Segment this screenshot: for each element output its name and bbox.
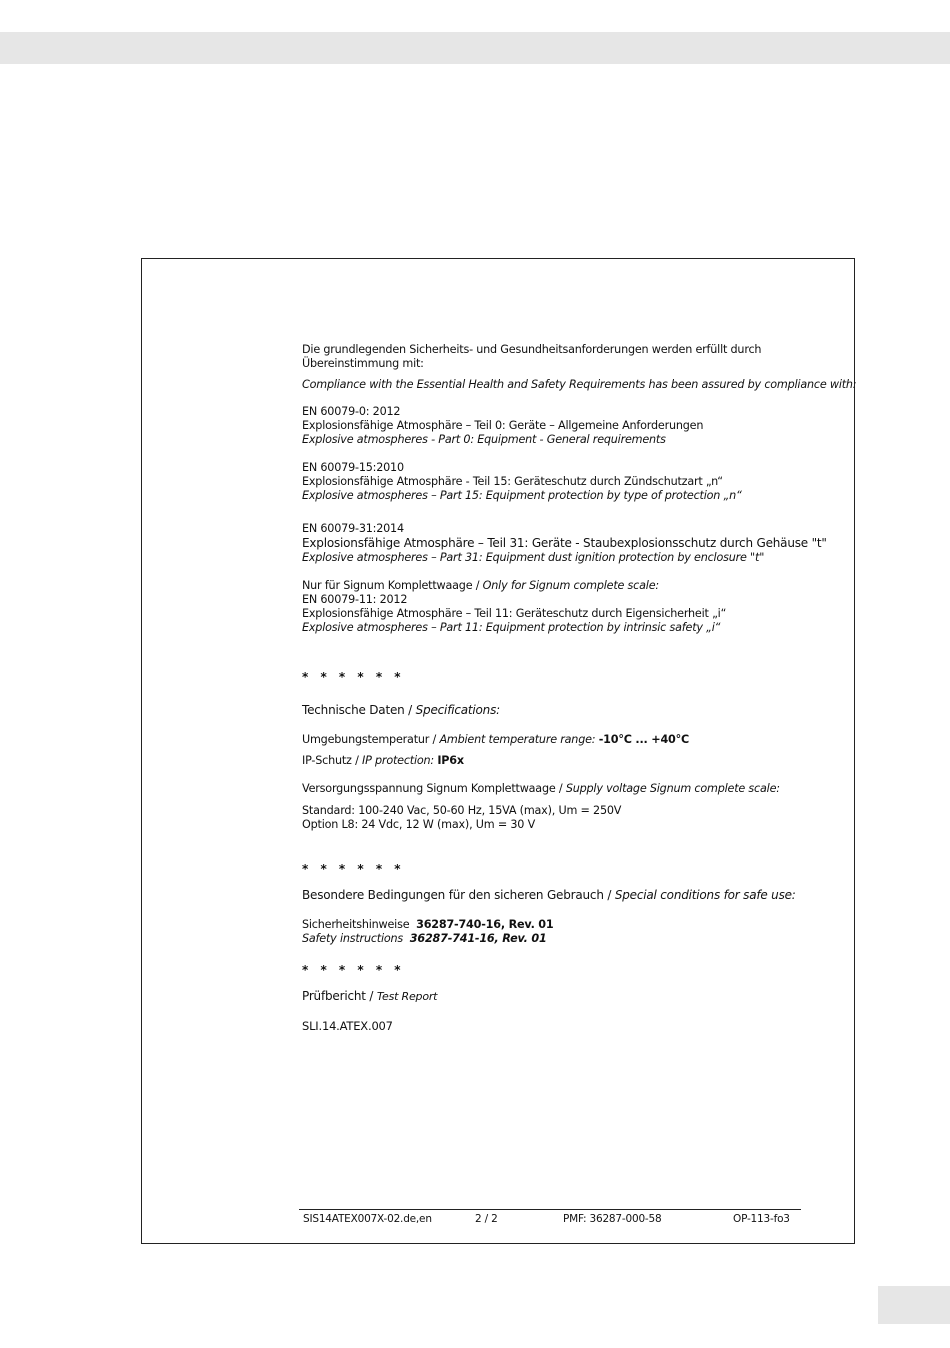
footer-page-number: 2 / 2: [475, 1213, 498, 1225]
specs-heading: [302, 703, 500, 717]
report-heading: [302, 989, 437, 1004]
standard-code: EN 60079-0: 2012: [302, 405, 401, 418]
separator: * * * * * *: [302, 670, 405, 684]
safety-instructions-en: [302, 932, 547, 946]
safety-ref-de: 36287-740-16, Rev. 01: [416, 918, 554, 931]
standard-code: EN 60079-31:2014: [302, 522, 404, 535]
separator: * * * * * *: [302, 862, 405, 876]
safety-label-en: Safety instructions: [302, 932, 404, 945]
standard-code: EN 60079-11: 2012: [302, 593, 408, 606]
standard-title-de: Explosionsfähige Atmosphäre – Teil 0: Geräte – Allgemeine Anforderungen: [302, 419, 704, 432]
page-footer: [299, 1209, 801, 1228]
ip-row: [302, 754, 464, 768]
signum-note-de: Nur für Signum Komplettwaage /: [302, 579, 480, 592]
intro-line-2: Übereinstimmung mit:: [302, 357, 424, 370]
header-band: [0, 32, 950, 64]
temperature-value: -10°C ... +40°C: [598, 733, 690, 746]
separator: * * * * * *: [302, 963, 405, 977]
supply-standard: Standard: 100-240 Vac, 50-60 Hz, 15VA (max), Um = 250V: [302, 804, 622, 817]
standard-title-en: Explosive atmospheres – Part 11: Equipment protection by intrinsic safety „i“: [302, 621, 721, 634]
report-heading-en: Test Report: [376, 990, 438, 1003]
standard-title-de: Explosionsfähige Atmosphäre – Teil 11: Geräteschutz durch Eigensicherheit „i“: [302, 607, 727, 620]
intro-line-1: Die grundlegenden Sicherheits- und Gesundheitsanforderungen werden erfüllt durch: [302, 343, 762, 356]
footer-doc-id: SIS14ATEX007X-02.de,en: [303, 1213, 432, 1225]
standard-code: EN 60079-15:2010: [302, 461, 404, 474]
specs-heading-de: Technische Daten /: [302, 703, 413, 717]
conditions-heading-de: Besondere Bedingungen für den sicheren Gebrauch /: [302, 888, 612, 902]
signum-only-note: [302, 579, 659, 593]
footer-form-id: OP-113-fo3: [733, 1213, 790, 1225]
safety-ref-en: 36287-741-16, Rev. 01: [409, 932, 547, 945]
safety-label-de: Sicherheitshinweise: [302, 918, 410, 931]
ip-value: IP6x: [437, 754, 464, 767]
specs-heading-en: Specifications:: [415, 703, 500, 717]
signum-note-en: Only for Signum complete scale:: [482, 579, 659, 592]
temperature-label-en: Ambient temperature range:: [439, 733, 596, 746]
certificate-page: [141, 258, 855, 1244]
ip-label-en: IP protection:: [362, 754, 434, 767]
standard-title-de: Explosionsfähige Atmosphäre - Teil 15: Geräteschutz durch Zündschutzart „n“: [302, 475, 723, 488]
ip-label-de: IP-Schutz /: [302, 754, 359, 767]
conditions-heading-en: Special conditions for safe use:: [614, 888, 796, 902]
supply-heading: [302, 782, 780, 796]
conditions-heading: [302, 888, 796, 902]
supply-label-en: Supply voltage Signum complete scale:: [565, 782, 780, 795]
standard-title-en: Explosive atmospheres - Part 0: Equipment - General requirements: [302, 433, 666, 446]
intro-english: Compliance with the Essential Health and Safety Requirements has been assured by compliance with:: [302, 378, 857, 391]
supply-option: Option L8: 24 Vdc, 12 W (max), Um = 30 V: [302, 818, 536, 831]
safety-instructions-de: [302, 918, 553, 932]
standard-title-de: Explosionsfähige Atmosphäre – Teil 31: Geräte - Staubexplosionsschutz durch Gehäuse "t": [302, 536, 827, 550]
supply-label-de: Versorgungsspannung Signum Komplettwaage /: [302, 782, 563, 795]
temperature-row: [302, 733, 689, 747]
report-id: SLI.14.ATEX.007: [302, 1019, 393, 1033]
standard-title-en: Explosive atmospheres – Part 31: Equipment dust ignition protection by enclosure "t": [302, 551, 765, 564]
standard-title-en: Explosive atmospheres – Part 15: Equipment protection by type of protection „n“: [302, 489, 742, 502]
footer-pmf: PMF: 36287-000-58: [563, 1213, 662, 1225]
page-tab: [878, 1286, 950, 1324]
temperature-label-de: Umgebungstemperatur /: [302, 733, 437, 746]
report-heading-de: Prüfbericht /: [302, 989, 374, 1003]
